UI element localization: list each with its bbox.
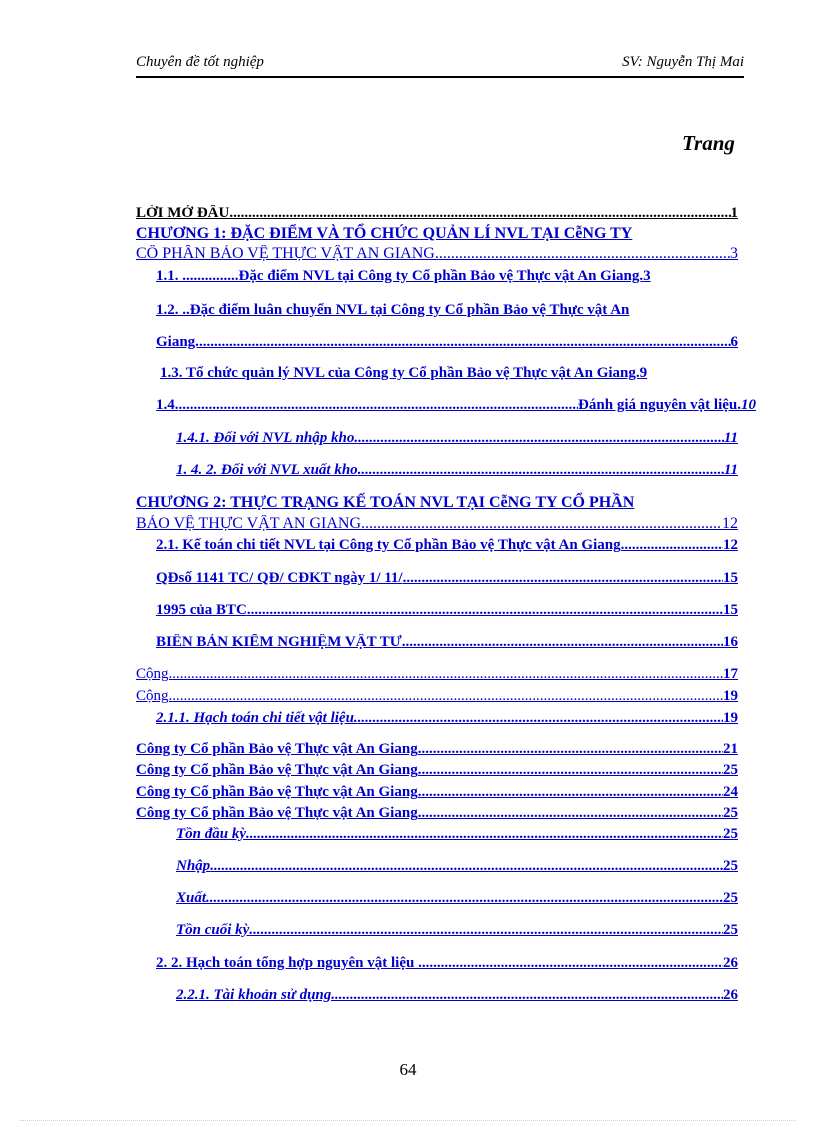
toc-entry-bien-ban[interactable] [156, 634, 738, 651]
toc-entry-text: 2.2.1. Tài khoản sử dụng. [176, 987, 336, 1003]
toc-entry-page: 25 [723, 805, 738, 821]
toc-entry-2-1-1[interactable] [156, 710, 738, 727]
toc-entry-text: LỜI MỞ ĐẦU [136, 205, 230, 221]
toc-entry-page: 6 [730, 334, 738, 350]
toc-entry-text: BẢO VỆ THỰC VẬT AN GIANG. [136, 515, 366, 532]
toc-entry-page: 1 [730, 205, 738, 221]
toc-entry-text: Công ty Cổ phần Bảo vệ Thực vật An Giang [136, 762, 418, 778]
toc-entry-page: 10 [741, 397, 756, 413]
toc-entry-page: 26 [723, 955, 738, 971]
toc-entry-1-4-2[interactable] [176, 462, 738, 479]
header-right-author: SV: Nguyễn Thị Mai [622, 54, 744, 70]
toc-entry-page: 26 [723, 987, 738, 1003]
toc-entry-2-2-1[interactable] [176, 987, 738, 1004]
toc-entry-cong-ty-21[interactable] [136, 741, 738, 758]
toc-entry-chuong-1-line2[interactable] [136, 245, 738, 263]
toc-entry-1-2-line1[interactable]: 1.2. ..Đặc điểm luân chuyển NVL tại Công ty Cổ phần Bảo vệ Thực vật An [156, 302, 630, 318]
toc-entry-text: 2. 2. Hạch toán tổng hợp nguyên vật liệu . [156, 955, 422, 971]
toc-entry-cong-ty-25b[interactable] [136, 805, 738, 822]
toc-entry-text: Cộng [136, 666, 169, 682]
toc-entry-text: 1.4.1. Đối với NVL nhập kho. [176, 430, 359, 446]
toc-entry-text: 1.4. [156, 397, 179, 413]
toc-entry-page: 25 [723, 922, 738, 938]
toc-entry-page: 25 [723, 890, 738, 906]
toc-entry-page: 11 [723, 430, 738, 446]
toc-entry-nhap[interactable] [176, 858, 738, 875]
toc-entry-page: 3 [643, 268, 651, 284]
toc-entry-page: 11 [723, 462, 738, 478]
toc-entry-page: 17 [723, 666, 738, 682]
toc-entry-title: Đánh giá nguyên vật liệu. [578, 397, 741, 413]
header-left-title: Chuyên đề tốt nghiệp [136, 54, 264, 70]
toc-entry-text: Công ty Cổ phần Bảo vệ Thực vật An Giang [136, 784, 418, 800]
toc-entry-text: 1995 của BTC [156, 602, 247, 618]
toc-entry-page: 19 [723, 710, 738, 726]
toc-entry-xuat[interactable] [176, 890, 738, 907]
toc-entry-page: 12 [722, 515, 738, 532]
toc-entry-page: 15 [723, 602, 738, 618]
toc-entry-1-1[interactable] [156, 268, 738, 285]
toc-entry-1-3[interactable] [160, 365, 738, 382]
toc-entry-chuong-2-line2[interactable] [136, 515, 738, 533]
toc-entry-page: 3 [730, 245, 738, 262]
toc-entry-1-4[interactable] [156, 397, 756, 414]
toc-entry-text: Công ty Cổ phần Bảo vệ Thực vật An Giang [136, 805, 418, 821]
toc-entry-cong-ty-24[interactable] [136, 784, 738, 801]
toc-entry-qd-1141[interactable] [156, 570, 738, 587]
toc-entry-cong-17[interactable] [136, 666, 738, 683]
toc-entry-page: 19 [723, 688, 738, 704]
toc-entry-text: Công ty Cổ phần Bảo vệ Thực vật An Giang [136, 741, 418, 757]
toc-entry-page: 25 [723, 858, 738, 874]
toc-entry-ton-cuoi-ky[interactable] [176, 922, 738, 939]
toc-entry-2-1[interactable] [156, 537, 738, 554]
toc-entry-2-2[interactable] [156, 955, 738, 972]
toc-entry-page: 25 [723, 762, 738, 778]
toc-entry-text: Xuất [176, 890, 207, 906]
toc-entry-cong-ty-25a[interactable] [136, 762, 738, 779]
toc-entry-text: 2.1. Kế toán chi tiết NVL tại Công ty Cổ phần Bảo vệ Thực vật An Giang [156, 537, 621, 553]
toc-entry-text: 2.1.1. Hạch toán chi tiết vật liệu. [156, 710, 358, 726]
toc-entry-chuong-2-line1[interactable]: CHƯƠNG 2: THỰC TRẠNG KẾ TOÁN NVL TẠI CễNG TY CỔ PHẦN [136, 494, 635, 511]
toc-entry-page: 24 [723, 784, 738, 800]
toc-entry-ton-dau-ky[interactable] [176, 826, 738, 843]
toc-entry-text: QĐsố 1141 TC/ QĐ/ CĐKT ngày 1/ 11/ [156, 570, 403, 586]
toc-entry-text: Giang. [156, 334, 199, 350]
toc-entry-page: 16 [723, 634, 738, 650]
page-number: 64 [399, 1060, 417, 1079]
toc-entry-1-2-line2[interactable] [156, 334, 738, 351]
toc-entry-text: Tồn cuối kỳ [176, 922, 250, 938]
toc-entry-page: 25 [723, 826, 738, 842]
toc-entry-chuong-1-line1[interactable]: CHƯƠNG 1: ĐẶC ĐIỂM VÀ TỔ CHỨC QUẢN LÍ NVL TẠI CễNG TY [136, 225, 633, 242]
page-bottom-divider [20, 1120, 796, 1121]
toc-entry-1995-btc[interactable] [156, 602, 738, 619]
toc-entry-text: Nhập [176, 858, 211, 874]
toc-entry-text: 1.1. ...............Đặc điểm NVL tại Công ty Cổ phần Bảo vệ Thực vật An Giang. [156, 268, 644, 284]
toc-entry-page: 15 [723, 570, 738, 586]
toc-entry-page: 12 [723, 537, 738, 553]
toc-heading: Trang [682, 131, 735, 155]
toc-entry-text: Tồn đầu kỳ [176, 826, 247, 842]
toc-entry-text: 1.3. Tổ chức quản lý NVL của Công ty Cổ phần Bảo vệ Thực vật An Giang. [160, 365, 640, 381]
toc-entry-text: 1. 4. 2. Đối với NVL xuất kho [176, 462, 358, 478]
toc-entry-text: Cộng [136, 688, 169, 704]
toc-entry-loi-mo-dau[interactable] [136, 205, 738, 222]
toc-entry-cong-19[interactable] [136, 688, 738, 705]
toc-entry-text: CỔ PHẦN BẢO VỆ THỰC VẬT AN GIANG. [136, 245, 439, 262]
toc-entry-page: 9 [639, 365, 648, 381]
toc-entry-text: BIÊN BẢN KIỂM NGHIỆM VẬT TƯ [156, 634, 402, 650]
toc-entry-1-4-1[interactable] [176, 430, 738, 447]
toc-entry-page: 21 [723, 741, 738, 757]
